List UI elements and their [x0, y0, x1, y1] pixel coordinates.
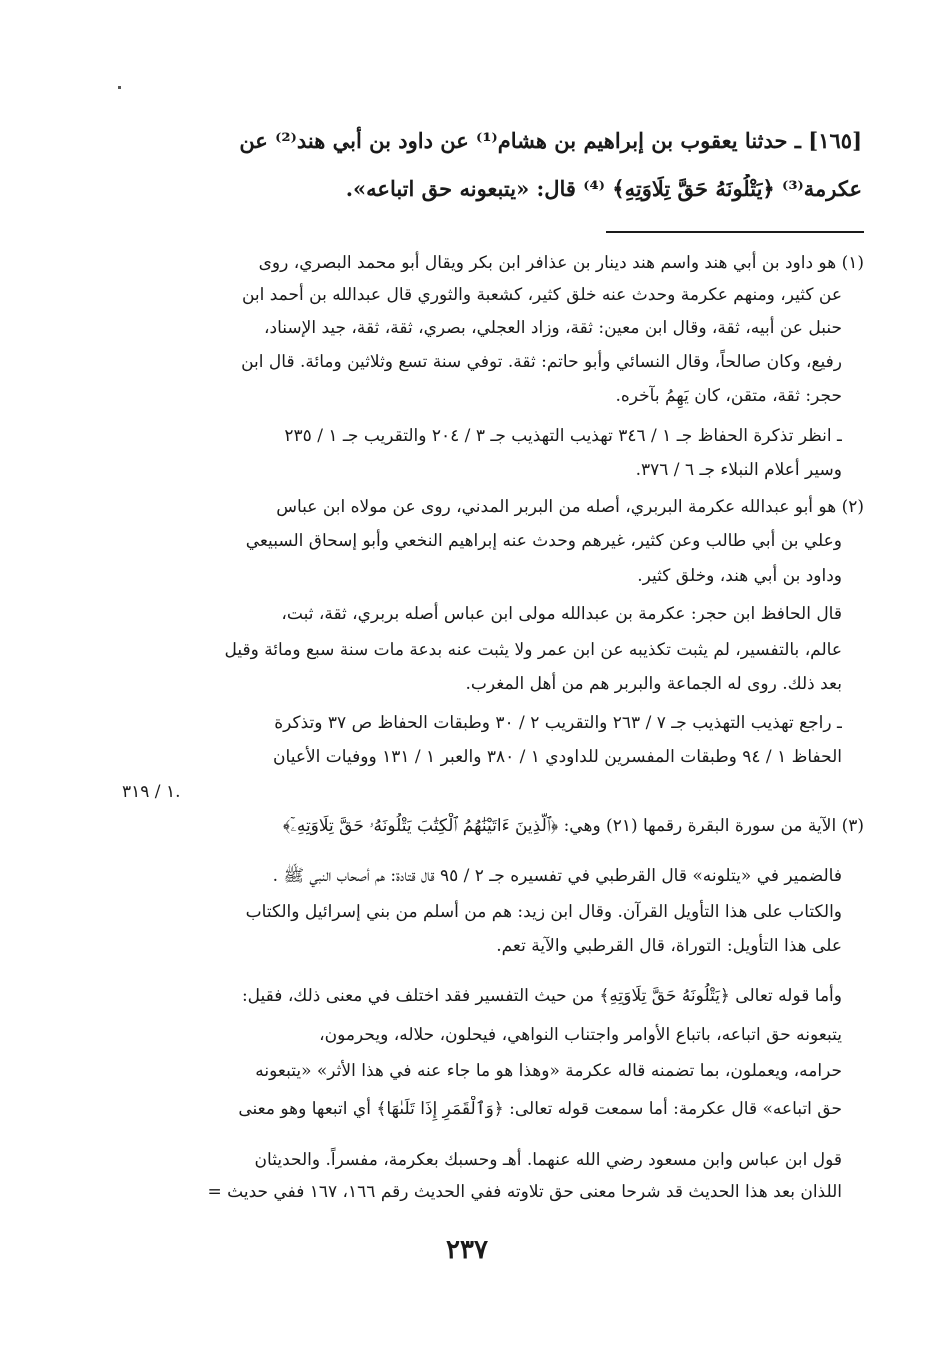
footnote-line: ـ راجع تهذيب التهذيب جـ ٧ / ٢٦٣ والتقريب ٢ / ٣٠ وطبقات الحفاظ ص ٣٧ وتذكرة [274, 713, 842, 733]
footnote-line: الحفاظ ١ / ٩٤ وطبقات المفسرين للداودي ١ / ٣٨٠ والعبر ١ / ١٣١ ووفيات الأعيان [273, 747, 842, 767]
page-number: ٢٣٧ [446, 1235, 488, 1265]
footnote-line: على هذا التأويل: التوراة، قال القرطبي والآية تعم. [496, 936, 842, 956]
scan-speck [118, 86, 121, 89]
footnote-line: والكتاب على هذا التأويل القرآن. وقال ابن زيد: هم من أسلم من بني إسرائيل والكتاب [245, 902, 842, 922]
footnote-line: (١) هو داود بن أبي هند واسم هند دينار بن عذافر ابن بكر ويقال أبو محمد البصري، روى [258, 253, 864, 273]
footnote-line: حنبل عن أبيه، ثقة، وقال ابن معين: ثقة، وزاد العجلي، بصري، ثقة، ثقة، جيد الإسناد، [264, 318, 842, 338]
footnote-line: وأما قوله تعالى ﴿يَتْلُونَهُ حَقَّ تِلَاوَتِهِ﴾ من حيث التفسير فقد اختلف في معنى ذلك، فقيل: [241, 986, 842, 1006]
footnote-line: وعلي بن أبي طالب وعن كثير، غيرهم وحدث عنه إبراهيم النخعي وأبو إسحاق السبيعي [245, 531, 842, 551]
footnote-line: اللذان بعد هذا الحديث قد شرحا معنى حق تلاوته ففي الحديث رقم ١٦٦، ١٦٧ ففي حديث = [207, 1182, 842, 1202]
footnote-line: ١ / ٣١٩. [122, 782, 181, 802]
footnote-line: عن كثير، ومنهم عكرمة وحدث عنه خلق كثير، كشعبة والثوري قال عبدالله بن أحمد ابن [241, 285, 842, 305]
footnote-line: حرامه، ويعملون، بما تضمنه قاله عكرمة «وهذا هو ما جاء عنه في هذا الأثر» «يتبعونه [255, 1061, 842, 1081]
footnote-line: رفيع، وكان صالحاً، وقال النسائي وأبو حاتم: ثقة. توفي سنة تسع وثلاثين ومائة. قال ابن [241, 352, 842, 372]
hadith-text-line-2: عكرمة⁽³⁾ ﴿يَتْلُونَهُ حَقَّ تِلَاوَتِهِ﴾ ⁽⁴⁾ قال: «يتبعونه حق اتباعه». [345, 176, 862, 201]
footnote-line: (٣) الآية من سورة البقرة رقمها (٢١) وهي: ﴿ٱلَّذِينَ ءَاتَيْنَٰهُمُ ٱلْكِتَٰبَ يَتْلُونَهُۥ حَقَّ تِلَاوَتِهِۦٓ﴾ [282, 816, 864, 836]
footnote-line: حجر: ثقة، متقن، كان يَهِمُ بآخره. [615, 386, 842, 406]
hadith-text-line-1: [١٦٥] ـ حدثنا يعقوب بن إبراهيم بن هشام⁽¹⁾ عن داود بن أبي هند⁽²⁾ عن [239, 128, 862, 153]
footnote-line: قال الحافظ ابن حجر: عكرمة بن عبدالله مولى ابن عباس أصله بربري، ثقة، ثبت، [281, 604, 842, 624]
footnote-line: ـ انظر تذكرة الحفاظ جـ ١ / ٣٤٦ تهذيب التهذيب جـ ٣ / ٢٠٤ والتقريب جـ ١ / ٢٣٥ [284, 426, 842, 446]
footnote-line: حق اتباعه» قال عكرمة: أما سمعت قوله تعالى: ﴿وَٱلْقَمَرِ إِذَا تَلَىٰهَا﴾ أي اتبعها وهو معنى [238, 1099, 842, 1119]
footnote-line: يتبعونه حق اتباعه، باتباع الأوامر واجتناب النواهي، فيحلون، حلاله، ويحرمون، [319, 1025, 842, 1045]
footnote-divider [606, 231, 864, 233]
footnote-line: عالم، بالتفسير، لم يثبت تكذيبه عن ابن عمر ولا يثبت عنه بدعة مات سنة سبع ومائة وقيل [224, 640, 842, 660]
footnote-line: وداود بن أبي هند، وخلق كثير. [637, 566, 842, 586]
footnote-line: بعد ذلك. روى له الجماعة والبربر هم من أهل المغرب. [465, 674, 842, 694]
footnote-line: (٢) هو أبو عبدالله عكرمة البربري، أصله من البربر المدني، روى عن مولاه ابن عباس [276, 497, 864, 517]
footnote-line: وسير أعلام النبلاء جـ ٦ / ٣٧٦. [635, 460, 842, 480]
footnote-line: فالضمير في «يتلونه» قال القرطبي في تفسيره جـ ٢ / ٩٥ قال قتادة: هم أصحاب النبي ﷺ . [272, 866, 842, 886]
footnote-line: قول ابن عباس وابن مسعود رضي الله عنهما. أهـ وحسبك بعكرمة، مفسراً. والحديثان [254, 1150, 842, 1170]
